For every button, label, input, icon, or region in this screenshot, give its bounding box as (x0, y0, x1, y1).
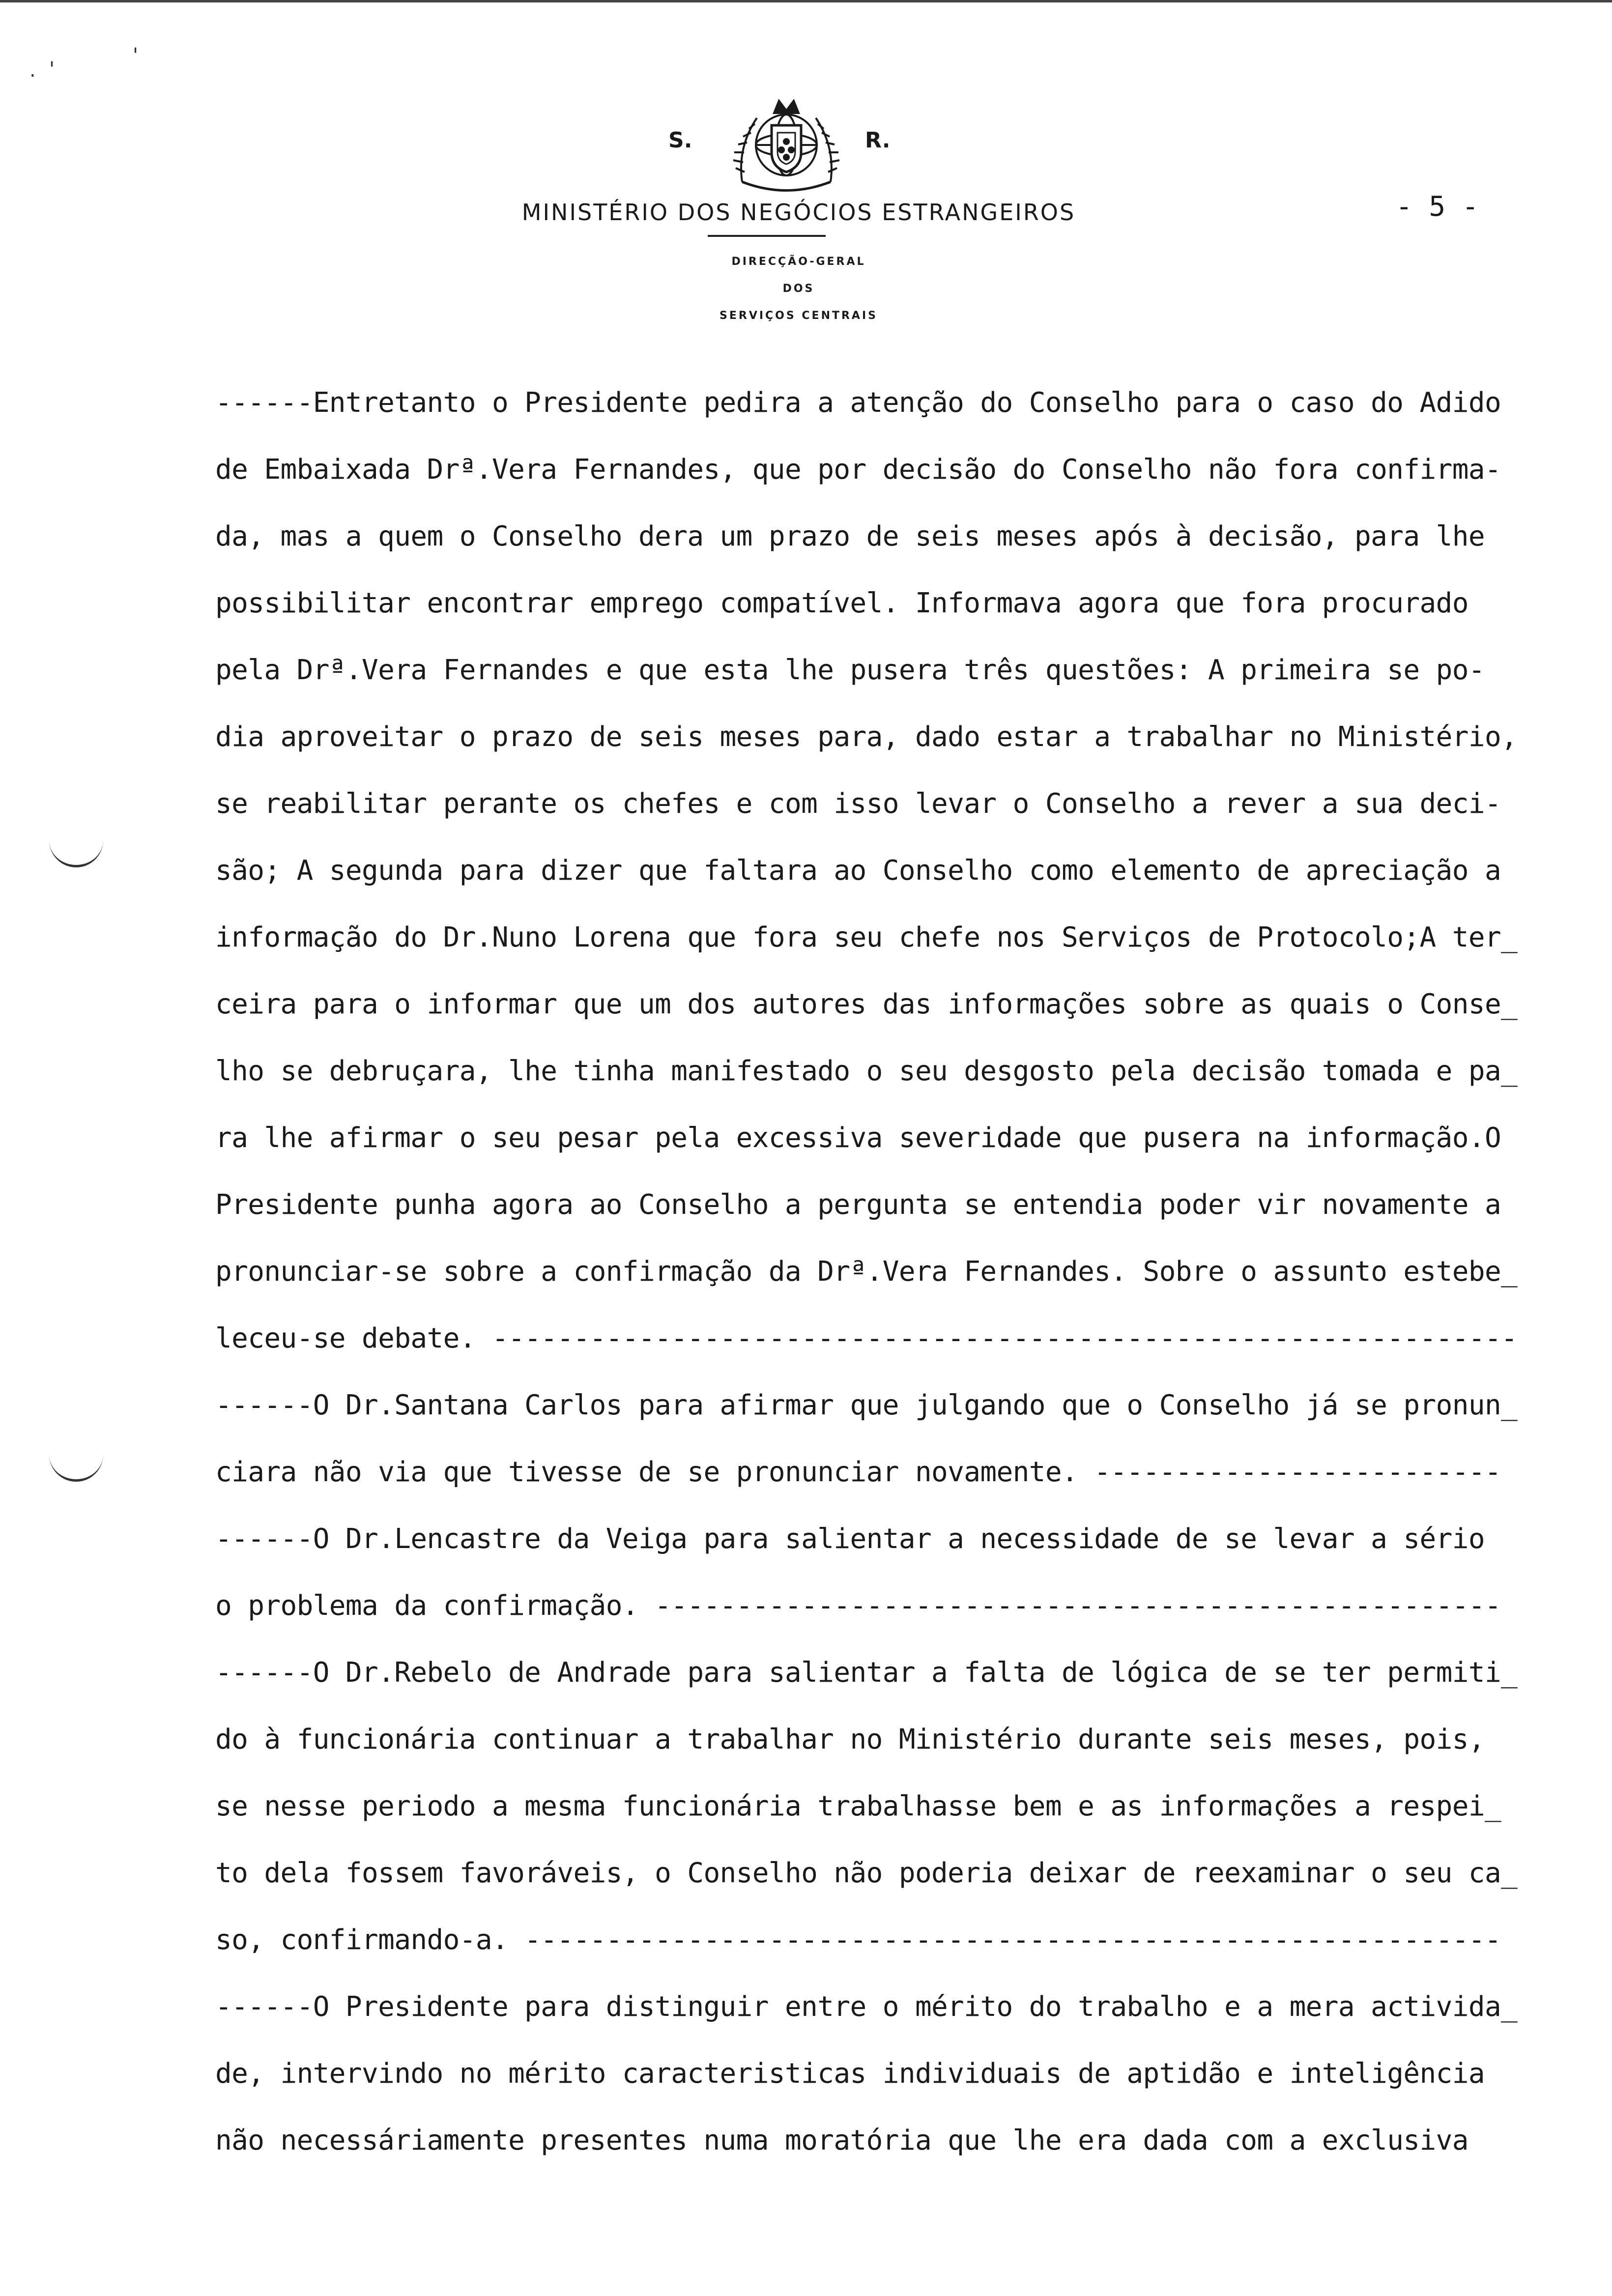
direction-line-3: SERVIÇOS CENTRAIS (720, 310, 878, 322)
text-line: lho se debruçara, lhe tinha manifestado o seu desgosto pela decisão tomada e pa_ (215, 1055, 1518, 1087)
text-line: são; A segunda para dizer que faltara ao Conselho como elemento de apreciação a (215, 855, 1501, 887)
page-number: - 5 - (1396, 191, 1479, 223)
letterhead-emblem-row (491, 79, 1106, 206)
text-line: não necessáriamente presentes numa moratória que lhe era dada com a exclusiva (215, 2124, 1468, 2156)
ministry-title: MINISTÉRIO DOS NEGÓCIOS ESTRANGEIROS (521, 199, 1076, 226)
text-line: ------Entretanto o Presidente pedira a atenção do Conselho para o caso do Adido (215, 387, 1501, 419)
text-line: do à funcionária continuar a trabalhar no Ministério durante seis meses, pois, (215, 1723, 1485, 1755)
text-line: to dela fossem favoráveis, o Conselho não poderia deixar de reexaminar o seu ca_ (215, 1857, 1518, 1889)
text-line: pronunciar-se sobre a confirmação da Drª.Vera Fernandes. Sobre o assunto estebe_ (215, 1256, 1518, 1288)
text-line: se reabilitar perante os chefes e com isso levar o Conselho a rever a sua deci- (215, 788, 1501, 820)
text-line: de Embaixada Drª.Vera Fernandes, que por decisão do Conselho não fora confirma- (215, 454, 1501, 486)
letterhead-right-letter: R. (865, 128, 891, 153)
margin-speck: . (29, 59, 36, 82)
text-line: ------O Dr.Rebelo de Andrade para salientar a falta de lógica de se ter permiti_ (215, 1657, 1518, 1689)
direction-line-1: DIRECÇÃO-GERAL (731, 256, 866, 268)
text-line: possibilitar encontrar emprego compatível. Informava agora que fora procurado (215, 587, 1468, 619)
title-underline (708, 235, 826, 237)
text-line: se nesse periodo a mesma funcionária trabalhasse bem e as informações a respei_ (215, 1790, 1501, 1822)
punch-hole-mark (49, 1450, 103, 1482)
text-line: leceu-se debate. --------------------------------------------------------------- (215, 1322, 1518, 1354)
text-line: de, intervindo no mérito caracteristicas individuais de aptidão e inteligência (215, 2058, 1485, 2090)
text-line: so, confirmando-a. ------------------------------------------------------------ (215, 1924, 1501, 1956)
document-body (215, 370, 1532, 2174)
margin-speck: ' (133, 44, 138, 67)
text-line: ra lhe afirmar o seu pesar pela excessiva severidade que pusera na informação.O (215, 1122, 1501, 1154)
page-top-edge (0, 0, 1612, 2)
punch-hole-mark (49, 835, 103, 867)
letterhead-left-letter: S. (668, 128, 692, 153)
letterhead (491, 79, 1106, 334)
text-line: o problema da confirmação. ---------------------------------------------------- (215, 1590, 1501, 1622)
margin-speck: ' (49, 58, 55, 81)
text-line: ------O Dr.Lencastre da Veiga para salientar a necessidade de se levar a sério (215, 1523, 1485, 1555)
text-line: da, mas a quem o Conselho dera um prazo de seis meses após à decisão, para lhe (215, 520, 1485, 552)
text-line: informação do Dr.Nuno Lorena que fora seu chefe nos Serviços de Protocolo;A ter_ (215, 921, 1518, 953)
text-line: pela Drª.Vera Fernandes e que esta lhe pusera três questões: A primeira se po- (215, 654, 1485, 686)
text-line: ------O Presidente para distinguir entre o mérito do trabalho e a mera activida_ (215, 1991, 1518, 2023)
text-line: ceira para o informar que um dos autores das informações sobre as quais o Conse_ (215, 988, 1518, 1020)
text-line: dia aproveitar o prazo de seis meses para, dado estar a trabalhar no Ministério, (215, 721, 1518, 753)
coat-of-arms-emblem-icon (722, 84, 850, 201)
text-line: Presidente punha agora ao Conselho a pergunta se entendia poder vir novamente a (215, 1189, 1501, 1221)
direction-line-2: DOS (782, 283, 815, 295)
text-line: ------O Dr.Santana Carlos para afirmar que julgando que o Conselho já se pronun_ (215, 1389, 1518, 1421)
text-line: ciara não via que tivesse de se pronunciar novamente. ------------------------- (215, 1456, 1501, 1488)
